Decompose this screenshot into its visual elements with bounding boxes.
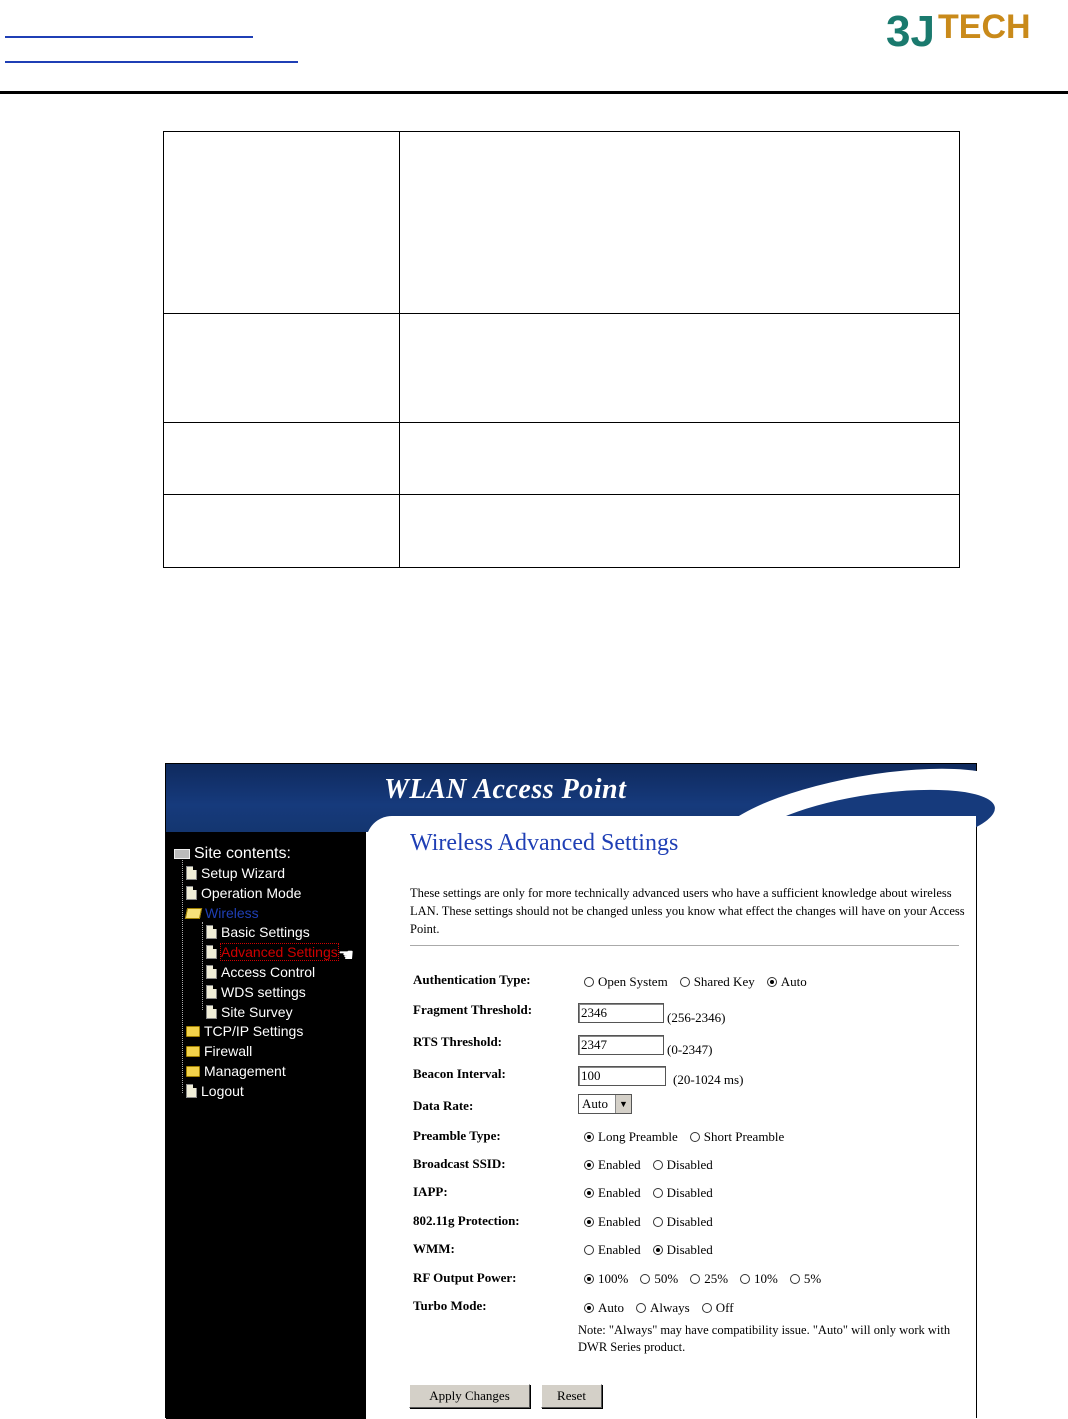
sidebar-item-label: Logout (201, 1083, 244, 1099)
sidebar-item-label: Setup Wizard (201, 865, 286, 881)
rf-power-25-radio[interactable] (690, 1271, 728, 1287)
turbo-mode-label: Turbo Mode: (413, 1298, 487, 1313)
sidebar-item-label: WDS settings (221, 984, 306, 1000)
radio-icon (790, 1274, 800, 1284)
reset-button[interactable]: Reset (541, 1384, 602, 1408)
sidebar-item-access-control[interactable] (206, 963, 315, 981)
data-rate-select[interactable] (578, 1094, 632, 1114)
page-description: These settings are only for more technically advanced users who have a sufficient knowledge about wireless LAN. These settings should not be changed unless you know what effect the changes will have on your Access Point. (410, 886, 965, 936)
option-label: 100% (598, 1271, 629, 1286)
wmm-enabled-radio[interactable] (584, 1242, 641, 1258)
sidebar-item-operation-mode[interactable] (186, 884, 301, 902)
radio-icon (680, 977, 690, 987)
broadcast-ssid-label: Broadcast SSID: (413, 1156, 506, 1171)
option-label: Auto (780, 974, 807, 989)
beacon-hint: (20-1024 ms) (673, 1072, 744, 1087)
option-label: Long Preamble (598, 1129, 678, 1144)
rf-power-5-radio[interactable] (790, 1271, 821, 1287)
turbo-always-radio[interactable] (636, 1300, 690, 1316)
page-icon (186, 866, 197, 880)
sidebar (166, 832, 366, 1419)
broadcast-ssid-disabled-radio[interactable] (653, 1157, 713, 1173)
divider (410, 945, 959, 946)
document-table (163, 131, 960, 568)
folder-icon (186, 1046, 200, 1057)
radio-icon (767, 977, 777, 987)
preamble-options (584, 1129, 796, 1145)
turbo-mode-options (584, 1300, 746, 1316)
page-icon (206, 1005, 217, 1019)
wmm-label: WMM: (413, 1241, 455, 1256)
table-cell (164, 314, 400, 423)
radio-icon (653, 1245, 663, 1255)
preamble-short-radio[interactable] (690, 1129, 785, 1145)
rf-output-power-options (584, 1271, 833, 1287)
radio-icon (690, 1132, 700, 1142)
wmm-disabled-radio[interactable] (653, 1242, 713, 1258)
iapp-options (584, 1185, 725, 1201)
rts-threshold-label: RTS Threshold: (413, 1034, 503, 1049)
option-label: Enabled (598, 1214, 641, 1229)
sidebar-item-logout[interactable] (186, 1082, 244, 1100)
sidebar-item-wireless[interactable] (186, 904, 259, 922)
rf-output-power-label: RF Output Power: (413, 1270, 517, 1285)
protection-disabled-radio[interactable] (653, 1214, 713, 1230)
auth-open-system-radio[interactable] (584, 974, 668, 990)
table-cell (164, 132, 400, 314)
sidebar-item-label: Management (204, 1063, 286, 1079)
radio-icon (584, 1188, 594, 1198)
table-cell (400, 132, 960, 314)
auth-type-label: Authentication Type: (413, 972, 531, 987)
folder-icon (186, 1066, 200, 1077)
option-label: Always (650, 1300, 690, 1315)
radio-icon (690, 1274, 700, 1284)
rf-power-100-radio[interactable] (584, 1271, 628, 1287)
beacon-interval-label: Beacon Interval: (413, 1066, 506, 1081)
wmm-options (584, 1242, 725, 1258)
option-label: Disabled (666, 1214, 713, 1229)
iapp-enabled-radio[interactable] (584, 1185, 641, 1201)
header-link-1[interactable] (5, 36, 253, 38)
banner-title: WLAN Access Point (384, 774, 627, 805)
page-icon (206, 965, 217, 979)
turbo-auto-radio[interactable] (584, 1300, 624, 1316)
radio-icon (584, 1303, 594, 1313)
option-label: Short Preamble (703, 1129, 785, 1144)
sidebar-item-setup-wizard[interactable] (186, 864, 285, 882)
sidebar-item-management[interactable] (186, 1062, 286, 1080)
fragment-threshold-label: Fragment Threshold: (413, 1002, 533, 1017)
fragment-hint: (256-2346) (667, 1010, 726, 1025)
wlan-screenshot (165, 763, 977, 1418)
table-cell (164, 423, 400, 495)
radio-icon (584, 1132, 594, 1142)
radio-icon (636, 1303, 646, 1313)
page-icon (206, 985, 217, 999)
sidebar-item-tcpip-settings[interactable] (186, 1022, 303, 1040)
sidebar-item-label: Operation Mode (201, 885, 302, 901)
tree-root (174, 845, 291, 863)
sidebar-item-wds-settings[interactable] (206, 983, 306, 1001)
radio-icon (653, 1217, 663, 1227)
data-rate-value: Auto (582, 1096, 608, 1111)
option-label: Disabled (666, 1185, 713, 1200)
sidebar-item-label: Firewall (204, 1043, 253, 1059)
option-label: 10% (754, 1271, 778, 1286)
option-label: Disabled (666, 1157, 713, 1172)
tree-root-label: Site contents: (194, 845, 291, 862)
auth-auto-radio[interactable] (767, 974, 807, 990)
chevron-down-icon: ▼ (615, 1095, 631, 1113)
sidebar-item-label: Access Control (221, 964, 316, 980)
brand-logo (886, 2, 1031, 58)
option-label: Enabled (598, 1242, 641, 1257)
rts-hint: (0-2347) (667, 1042, 713, 1057)
data-rate-label: Data Rate: (413, 1098, 474, 1113)
sidebar-item-label: Basic Settings (221, 924, 310, 940)
data-rate-row (578, 1094, 632, 1114)
radio-icon (584, 1217, 594, 1227)
option-label: Open System (598, 974, 668, 989)
page-icon (206, 925, 217, 939)
table-cell (400, 314, 960, 423)
page-icon (186, 886, 197, 900)
computer-icon (174, 849, 190, 859)
apply-changes-button[interactable]: Apply Changes (409, 1384, 530, 1408)
beacon-interval-input[interactable]: 100 (578, 1066, 666, 1086)
radio-icon (584, 1160, 594, 1170)
open-folder-icon (185, 908, 202, 919)
auth-shared-key-radio[interactable] (680, 974, 755, 990)
turbo-note: Note: "Always" may have compatibility issue. "Auto" will only work with DWR Series product. (578, 1323, 951, 1354)
header-rule (0, 91, 1068, 94)
hand-cursor-icon: ☚ (338, 945, 355, 965)
page-icon (186, 1084, 197, 1098)
tree-line (202, 922, 203, 1010)
radio-icon (653, 1160, 663, 1170)
fragment-threshold-input[interactable]: 2346 (578, 1003, 664, 1023)
auth-type-options (584, 974, 819, 990)
rf-power-50-radio[interactable] (640, 1271, 678, 1287)
radio-icon (653, 1188, 663, 1198)
page-title: Wireless Advanced Settings (410, 830, 679, 856)
sidebar-item-site-survey[interactable] (206, 1003, 293, 1021)
beacon-interval-row (578, 1064, 743, 1088)
option-label: Enabled (598, 1185, 641, 1200)
svg-text:3J: 3J (886, 7, 935, 56)
fragment-threshold-row (578, 1000, 726, 1026)
option-label: 50% (654, 1271, 679, 1286)
radio-icon (702, 1303, 712, 1313)
option-label: Auto (598, 1300, 624, 1315)
tree-line (182, 855, 183, 1093)
header-link-2[interactable] (5, 61, 298, 63)
sidebar-item-label: TCP/IP Settings (204, 1023, 304, 1039)
radio-icon (584, 1245, 594, 1255)
option-label: Shared Key (693, 974, 755, 989)
table-cell (400, 423, 960, 495)
option-label: 25% (704, 1271, 729, 1286)
option-label: Disabled (666, 1242, 713, 1257)
folder-icon (186, 1026, 200, 1037)
broadcast-ssid-options (584, 1157, 725, 1173)
turbo-off-radio[interactable] (702, 1300, 734, 1316)
iapp-label: IAPP: (413, 1184, 448, 1199)
radio-icon (584, 1274, 594, 1284)
sidebar-item-label: Wireless (205, 905, 259, 921)
protection-options (584, 1214, 725, 1230)
iapp-disabled-radio[interactable] (653, 1185, 713, 1201)
rts-threshold-row (578, 1032, 713, 1058)
protection-enabled-radio[interactable] (584, 1214, 641, 1230)
protection-label: 802.11g Protection: (413, 1213, 520, 1228)
sidebar-item-label: Advanced Settings (221, 944, 338, 960)
preamble-long-radio[interactable] (584, 1129, 678, 1145)
sidebar-item-advanced-settings[interactable] (206, 943, 338, 961)
page-icon (206, 945, 217, 959)
table-cell (164, 495, 400, 568)
option-label: Enabled (598, 1157, 641, 1172)
svg-text:TECH: TECH (938, 8, 1031, 46)
option-label: Off (715, 1300, 734, 1315)
radio-icon (640, 1274, 650, 1284)
table-cell (400, 495, 960, 568)
rf-power-10-radio[interactable] (740, 1271, 778, 1287)
preamble-type-label: Preamble Type: (413, 1128, 501, 1143)
sidebar-item-basic-settings[interactable] (206, 923, 310, 941)
sidebar-item-label: Site Survey (221, 1004, 293, 1020)
sidebar-item-firewall[interactable] (186, 1042, 252, 1060)
radio-icon (584, 977, 594, 987)
radio-icon (740, 1274, 750, 1284)
rts-threshold-input[interactable]: 2347 (578, 1035, 664, 1055)
broadcast-ssid-enabled-radio[interactable] (584, 1157, 641, 1173)
option-label: 5% (803, 1271, 822, 1286)
